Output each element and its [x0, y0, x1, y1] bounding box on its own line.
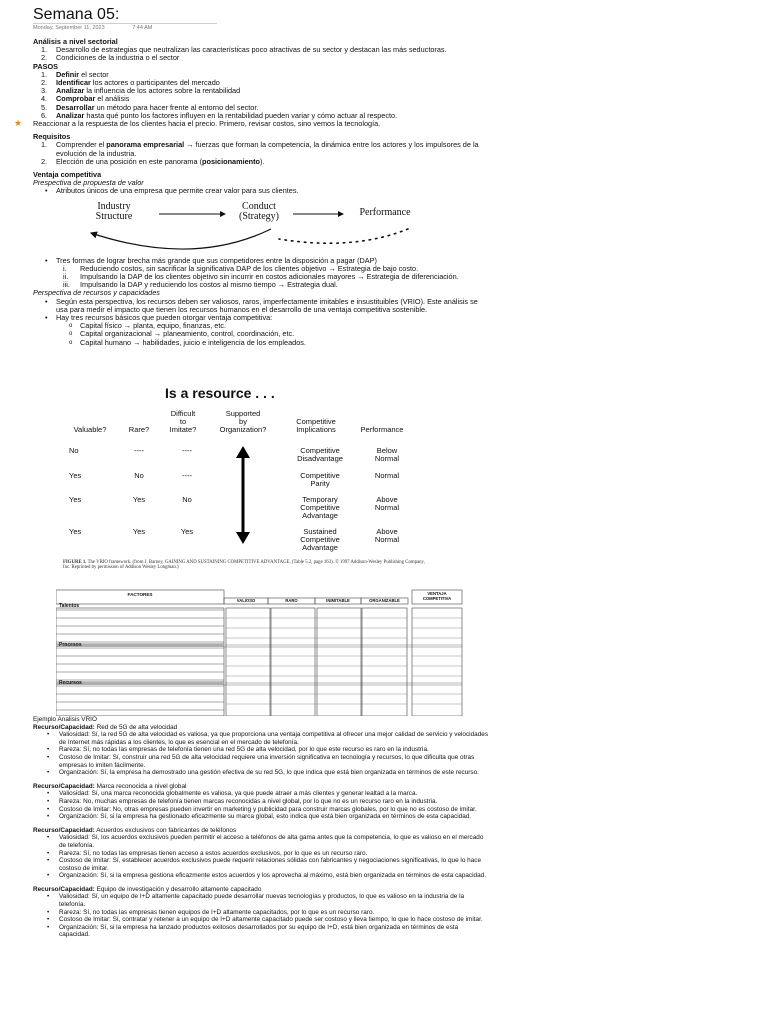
list-text: Elección de una posición en este panorama ( [56, 156, 203, 166]
worksheet-factores: FACTORES [127, 592, 153, 597]
ventaja-heading: Ventaja competitiva [33, 170, 102, 180]
step-verb: Analizar [56, 86, 85, 96]
starred-note [14, 118, 489, 129]
list-text: hasta qué punto los factores influyen en la rentabilidad pueden variar y cómo actuar al respecto. [84, 110, 398, 120]
pasos-list [33, 71, 489, 120]
list-number: 2. [41, 156, 48, 166]
header-difficult: Difficult to Imitate? [169, 409, 197, 434]
worksheet-col: RARO [285, 598, 298, 603]
list-text: los actores o participantes del mercado [90, 78, 220, 88]
caption-label: FIGURE 1. [63, 560, 87, 565]
list-item: • Tres formas de lograr brecha más grande que sus competidores entre la disposición a pagar (DAP) [33, 257, 489, 265]
cell-rare: ---- [134, 446, 144, 455]
list-item: o Capital humano → habilidades, juicio e inteligencia de los empleados. [33, 339, 489, 347]
caption-text: The VRIO framework. (from J. Barney, GAINING AND SUSTAINING COMPETITIVE ADVANTAGE, (Table 5.2, page 163). © 1997 Addison-Wesley Publishing Company, Inc. Reprinted by permission of Addison Wesley Longman.) [63, 560, 425, 571]
cell-valuable: Yes [69, 495, 82, 504]
step-verb: Comprobar [56, 94, 96, 104]
resource-name: Marca reconocida a nivel global [94, 782, 187, 790]
scp-diagram [33, 199, 489, 257]
sectorial-list [33, 46, 489, 62]
brecha-strategies [33, 265, 489, 290]
cell-imitate: ---- [182, 471, 192, 480]
pasos-heading: PASOS [33, 61, 59, 71]
cell-rare: Yes [132, 495, 146, 504]
list-number: i. [63, 263, 67, 273]
section-procesos: Procesos [59, 642, 82, 648]
resource-bullets [33, 834, 489, 880]
list-text: un método para hacer frente al entorno del sector. [94, 102, 259, 112]
vrio-title: Is a resource . . . [165, 385, 275, 401]
example-title: Ejemplo Analisis VRIO [33, 716, 97, 723]
step-verb: Analizar [56, 110, 85, 120]
list-text: Desarrollo de estrategias que neutralizan las características poco atractivas de su sector y destacan las más seductoras. [56, 45, 447, 55]
cell-performance: Above Normal [374, 527, 400, 544]
resource-bullets [33, 893, 489, 939]
worksheet-grid [56, 588, 464, 716]
list-text: ). [260, 156, 265, 166]
list-item: • Rareza: Sí, no todas las empresas de telefonía tienen una red 5G de alta velocidad, por lo que este recurso es raro en la industria. [33, 746, 489, 754]
list-item: o Capital físico → planta, equipo, finanzas, etc. [33, 322, 489, 330]
recursos-list [33, 298, 489, 323]
list-bold: posicionamiento [202, 156, 261, 166]
list-text: Comprender el [56, 140, 107, 150]
list-number: 3. [41, 86, 48, 96]
industry-structure-label: Industry Structure [95, 200, 133, 222]
list-number: 1. [41, 45, 48, 55]
cell-rare: Yes [132, 527, 146, 536]
page-meta [33, 25, 178, 31]
cell-valuable: Yes [69, 471, 82, 480]
vrio-example[interactable] [33, 716, 489, 939]
list-text: el sector [79, 69, 109, 79]
vrio-figure [55, 385, 425, 581]
cell-imitate: ---- [182, 446, 192, 455]
list-bold: panorama empresarial [106, 140, 185, 150]
header-supported: Supported by Organization? [219, 409, 267, 434]
recursos-sublist [33, 322, 489, 347]
resource-label: Recurso/Capacidad: [33, 885, 95, 893]
list-item: • Valiosidad: Sí, la red 5G de alta velocidad es valiosa, ya que proporciona una ventaja competitiva al ofrecer una mejor calidad de servicio y velocidades de Internet más rápidas a los clientes, lo que es esencial en el mercado de telefonía. [33, 731, 489, 746]
cell-implication: Competitive Parity [300, 471, 340, 488]
note-body[interactable] [14, 37, 489, 347]
list-item [33, 158, 489, 166]
ventaja-list [33, 187, 489, 195]
cell-rare: No [134, 471, 144, 480]
arrow-feedback-dotted [279, 229, 408, 243]
list-item: • Valiosidad: Sí, un equipo de I+D altamente capacitado puede desarrollar nuevas tecnologías y productos, lo que es valioso en la industria de la telefonía. [33, 893, 489, 908]
header-valuable: Valuable? [73, 425, 107, 434]
worksheet-ventaja: VENTAJA COMPETITIVA [422, 591, 452, 601]
resource-label: Recurso/Capacidad: [33, 782, 95, 790]
cell-performance: Above Normal [374, 495, 400, 512]
performance-label: Performance [359, 206, 411, 218]
ventaja-subheading: Prespectiva de propuesta de valor [33, 178, 144, 188]
cell-imitate: Yes [180, 527, 194, 536]
list-item: • Valiosidad: Sí, una marca reconocida globalmente es valiosa, ya que puede atraer a más clientes y generar lealtad a la marca. [33, 790, 489, 798]
page-date: Monday, September 11, 2023 [33, 25, 105, 31]
list-item: • Organización: Sí, si la empresa ha lanzado productos exitosos desarrollados por su equipo de I+D, está bien organizada en términos de esta capacidad. [33, 924, 489, 939]
list-item: • Rareza: No, muchas empresas de telefonía tienen marcas reconocidas a nivel global, por lo que no es un recurso raro en la industria. [33, 798, 489, 806]
requisitos-heading: Requisitos [33, 132, 71, 142]
resource-title [33, 827, 489, 835]
list-number: 1. [41, 140, 48, 150]
list-item: • Costoso de Imitar: Sí, construir una red 5G de alta velocidad requiere una inversión significativa en tecnología y recursos, lo que dificulta que otras empresas lo imiten fácilmente. [33, 754, 489, 769]
list-number: 6. [41, 110, 48, 120]
cell-valuable: Yes [69, 527, 82, 536]
list-text: Impulsando la DAP de los clientes objetivo sin incurrir en costos adicionales mayores → Estrategia de diferenciación. [80, 272, 459, 282]
requisitos-list [33, 141, 489, 166]
list-item: • Costoso de Imitar: Sí, establecer acuerdos exclusivos puede requerir relaciones sólidas con fabricantes y negociaciones significativas, lo que lo hace costoso de imitar. [33, 857, 489, 872]
list-number: 2. [41, 78, 48, 88]
cell-implication: Temporary Competitive Advantage [300, 495, 340, 520]
conduct-label: Conduct (Strategy) [239, 200, 279, 222]
cell-performance: Normal [374, 471, 400, 480]
arrow-feedback-solid [91, 229, 271, 249]
list-text: Reduciendo costos, sin sacrificar la significativa DAP de los clientes objetivo → Estrategia de bajo costo. [80, 263, 419, 273]
list-number: 5. [41, 102, 48, 112]
list-item: • Atributos únicos de una empresa que permite crear valor para sus clientes. [33, 187, 489, 195]
section-recursos: Recursos [59, 680, 82, 686]
list-item [33, 54, 489, 62]
header-rare: Rare? [128, 425, 150, 434]
star-icon: ★ [14, 118, 23, 129]
list-item: • Según esta perspectiva, los recursos deben ser valiosos, raros, imperfectamente imitables e insustituibles (VRIO). Este análisis se usa para medir el impacto que tienen los recursos humanos en el desarrollo de una ventaja competitiva sostenible. [33, 298, 489, 314]
list-item: • Organización: Sí, la empresa ha demostrado una gestión efectiva de su red 5G, lo que indica que está bien organizada en términos de este recurso. [33, 769, 489, 777]
list-item: • Rareza: Sí, no todas las empresas tienen equipos de I+D altamente capacitados, por lo que es un recurso raro. [33, 909, 489, 917]
list-text: la influencia de los actores sobre la rentabilidad [84, 86, 241, 96]
list-item: • Hay tres recursos básicos que pueden otorgar ventaja competitiva: [33, 314, 489, 322]
list-text: Impulsando la DAP y reduciendo los costos al mismo tiempo → Estrategia dual. [80, 280, 338, 290]
resource-name: Red de 5G de alta velocidad [94, 723, 178, 731]
list-number: ii. [63, 272, 69, 282]
cell-implication: Competitive Disadvantage [297, 446, 343, 463]
resource-name: Equipo de investigación y desarrollo altamente capacitado [94, 885, 262, 893]
resource-title [33, 783, 489, 791]
list-text: Condiciones de la industria o el sector [56, 53, 180, 63]
list-item: • Valiosidad: Sí, los acuerdos exclusivos pueden permitir el acceso a teléfonos de alta gama antes que la competencia, lo que es valioso en el mercado de telefonía. [33, 834, 489, 849]
page-time: 7:44 AM [132, 25, 153, 31]
cell-valuable: No [69, 446, 79, 455]
header-implications: Competitive Implications [296, 417, 336, 434]
recursos-subheading: Perspectiva de recursos y capacidades [33, 288, 160, 298]
cell-performance: Below Normal [374, 446, 400, 463]
double-arrow-icon [233, 445, 253, 545]
resource-bullets [33, 731, 489, 777]
list-item: • Rareza: Sí, no todas las empresas tienen acceso a estos acuerdos exclusivos, por lo que es un recurso raro. [33, 850, 489, 858]
resource-title [33, 886, 489, 894]
list-item: o Capital organizacional → planeamiento, control, coordinación, etc. [33, 330, 489, 338]
step-verb: Definir [56, 69, 80, 79]
title-underline [33, 23, 217, 24]
list-number: 2. [41, 53, 48, 63]
resource-label: Recurso/Capacidad: [33, 723, 95, 731]
resource-label: Recurso/Capacidad: [33, 826, 95, 834]
list-item: • Costoso de Imitar: No, otras empresas pueden invertir en marketing y publicidad para construir marcas globales, por lo que no es costoso de imitar. [33, 806, 489, 814]
vrio-worksheet [56, 588, 464, 716]
worksheet-col: VALIOSO [236, 598, 256, 603]
worksheet-col: ORGANIZABLE [369, 598, 400, 603]
cell-imitate: No [182, 495, 192, 504]
cell-implication: Sustained Competitive Advantage [300, 527, 340, 552]
step-verb: Identificar [56, 78, 91, 88]
section-talentos: Talentos [59, 603, 80, 609]
sectorial-heading: Análisis a nivel sectorial [33, 37, 118, 46]
list-item: • Costoso de Imitar: Sí, contratar y retener a un equipo de I+D altamente capacitado puede ser costoso y lleva tiempo, lo que lo hace costoso de imitar. [33, 916, 489, 924]
worksheet-col: INIMITABLE [326, 598, 350, 603]
starred-note-text: Reaccionar a la respuesta de los clientes hacia el precio. Primero, revisar costos, sino vemos la tecnología. [33, 119, 381, 129]
resource-name: Acuerdos exclusivos con fabricantes de teléfonos [94, 826, 237, 834]
resource-title [33, 724, 489, 732]
page-title[interactable]: Semana 05: [33, 6, 120, 23]
header-performance: Performance [360, 425, 404, 434]
step-verb: Desarrollar [56, 102, 95, 112]
list-text: el análisis [95, 94, 130, 104]
list-number: iii. [63, 280, 70, 290]
list-number: 4. [41, 94, 48, 104]
vrio-caption [63, 560, 425, 571]
list-item: • Organización: Sí, si la empresa gestiona eficazmente estos acuerdos y los aprovecha al máximo, está bien organizada en términos de esta capacidad. [33, 872, 489, 880]
resource-bullets [33, 790, 489, 820]
list-item [33, 141, 489, 157]
list-item: • Organización: Sí, si la empresa ha gestionado eficazmente su marca global, esto indica que está bien organizada en términos de esta capacidad. [33, 813, 489, 821]
list-text: → fuerzas que forman la competencia, la dinámica entre los actores y los impulsores de la evolución de la industria. [56, 140, 479, 158]
list-item [33, 281, 489, 289]
list-number: 1. [41, 69, 48, 79]
